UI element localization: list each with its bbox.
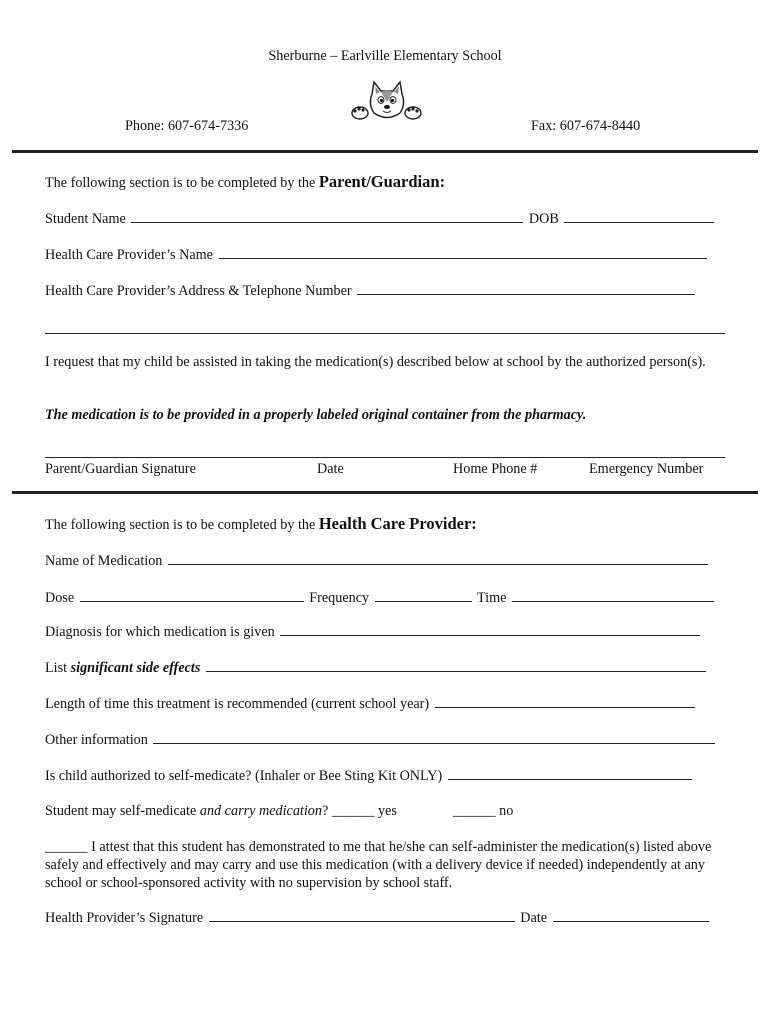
- self-medicate-label: Is child authorized to self-medicate? (Inhaler or Bee Sting Kit ONLY): [45, 768, 443, 784]
- section-divider: [12, 491, 758, 494]
- pharmacy-notice: The medication is to be provided in a properly labeled original container from the pharmacy.: [45, 407, 587, 423]
- provider-name-label: Health Care Provider’s Name: [45, 247, 213, 263]
- provider-section-intro: The following section is to be completed by the: [45, 517, 319, 533]
- carry-yes-option[interactable]: ? ______ yes: [322, 803, 397, 819]
- provider-date-blank[interactable]: [553, 920, 709, 922]
- other-information-label: Other information: [45, 732, 148, 748]
- diagnosis-field[interactable]: [45, 624, 702, 641]
- student-name-blank[interactable]: [131, 221, 523, 223]
- side-effects-prefix: List: [45, 660, 71, 676]
- time-label: Time: [477, 590, 507, 606]
- carry-emphasis: and carry medication: [199, 803, 322, 819]
- other-information-blank[interactable]: [153, 742, 715, 744]
- provider-name-field[interactable]: [45, 247, 709, 264]
- diagnosis-label: Diagnosis for which medication is given: [45, 624, 275, 640]
- parent-section-heading: [45, 172, 445, 192]
- parent-section-who: Parent/Guardian: [318, 172, 440, 191]
- medication-name-label: Name of Medication: [45, 553, 163, 569]
- provider-address-blank[interactable]: [357, 293, 695, 295]
- student-name-field[interactable]: [45, 211, 716, 228]
- fax-number: Fax: 607-674-8440: [531, 118, 641, 134]
- self-medicate-blank[interactable]: [448, 778, 692, 780]
- treatment-length-label: Length of time this treatment is recommended (current school year): [45, 696, 430, 712]
- diagnosis-blank[interactable]: [280, 634, 700, 636]
- other-information-field[interactable]: [45, 732, 717, 749]
- parent-section-intro: The following section is to be completed by the: [45, 175, 319, 191]
- attestation-statement: ______ I attest that this student has demonstrated to me that he/she can self-administer the medication(s) listed above safely and effectively and may carry and use this medication (with a delivery device if needed) independently at any school or school-sponsored activity with no supervision by school staff.: [45, 839, 712, 891]
- parent-signature-label: Parent/Guardian Signature: [45, 461, 196, 477]
- emergency-number-label: Emergency Number: [589, 461, 704, 477]
- provider-section-colon: :: [471, 514, 477, 533]
- school-name: Sherburne – Earlville Elementary School: [268, 48, 502, 64]
- dob-blank[interactable]: [564, 221, 714, 223]
- parent-signature-line[interactable]: [45, 457, 725, 458]
- carry-no-option[interactable]: ______ no: [453, 803, 514, 819]
- frequency-label: Frequency: [309, 590, 370, 606]
- provider-name-blank[interactable]: [219, 257, 707, 259]
- provider-date-label: Date: [520, 910, 548, 926]
- side-effects-blank[interactable]: [206, 670, 706, 672]
- side-effects-emphasis: significant side effects: [70, 660, 201, 676]
- request-statement: I request that my child be assisted in taking the medication(s) described below at school by the authorized person(s).: [45, 354, 706, 370]
- phone-number: Phone: 607-674-7336: [125, 118, 249, 134]
- frequency-blank[interactable]: [375, 600, 472, 602]
- provider-section-who: Health Care Provider: [318, 514, 472, 533]
- provider-section-heading: [45, 514, 477, 534]
- provider-signature-field[interactable]: [45, 910, 711, 927]
- treatment-length-blank[interactable]: [435, 706, 695, 708]
- treatment-length-field[interactable]: [45, 696, 697, 713]
- provider-address-extra-line[interactable]: [45, 333, 725, 334]
- provider-signature-blank[interactable]: [209, 920, 515, 922]
- student-name-label: Student Name: [45, 211, 126, 227]
- dob-label: DOB: [528, 211, 559, 227]
- provider-signature-label: Health Provider’s Signature: [45, 910, 204, 926]
- self-medicate-field[interactable]: [45, 768, 694, 785]
- dose-frequency-time-field[interactable]: [45, 590, 716, 607]
- header-divider: [12, 150, 758, 153]
- husky-logo: [350, 80, 424, 126]
- time-blank[interactable]: [512, 600, 714, 602]
- provider-address-label: Health Care Provider’s Address & Telephone Number: [45, 283, 352, 299]
- medication-name-field[interactable]: [45, 553, 710, 570]
- dose-label: Dose: [45, 590, 75, 606]
- side-effects-field[interactable]: [45, 660, 708, 677]
- home-phone-label: Home Phone #: [453, 461, 538, 477]
- carry-medication-field[interactable]: [45, 803, 397, 820]
- carry-prefix: Student may self-medicate: [45, 803, 200, 819]
- medication-name-blank[interactable]: [168, 563, 708, 565]
- parent-section-colon: :: [439, 172, 446, 191]
- dose-blank[interactable]: [80, 600, 304, 602]
- provider-address-field[interactable]: [45, 283, 697, 300]
- parent-date-label: Date: [317, 461, 344, 477]
